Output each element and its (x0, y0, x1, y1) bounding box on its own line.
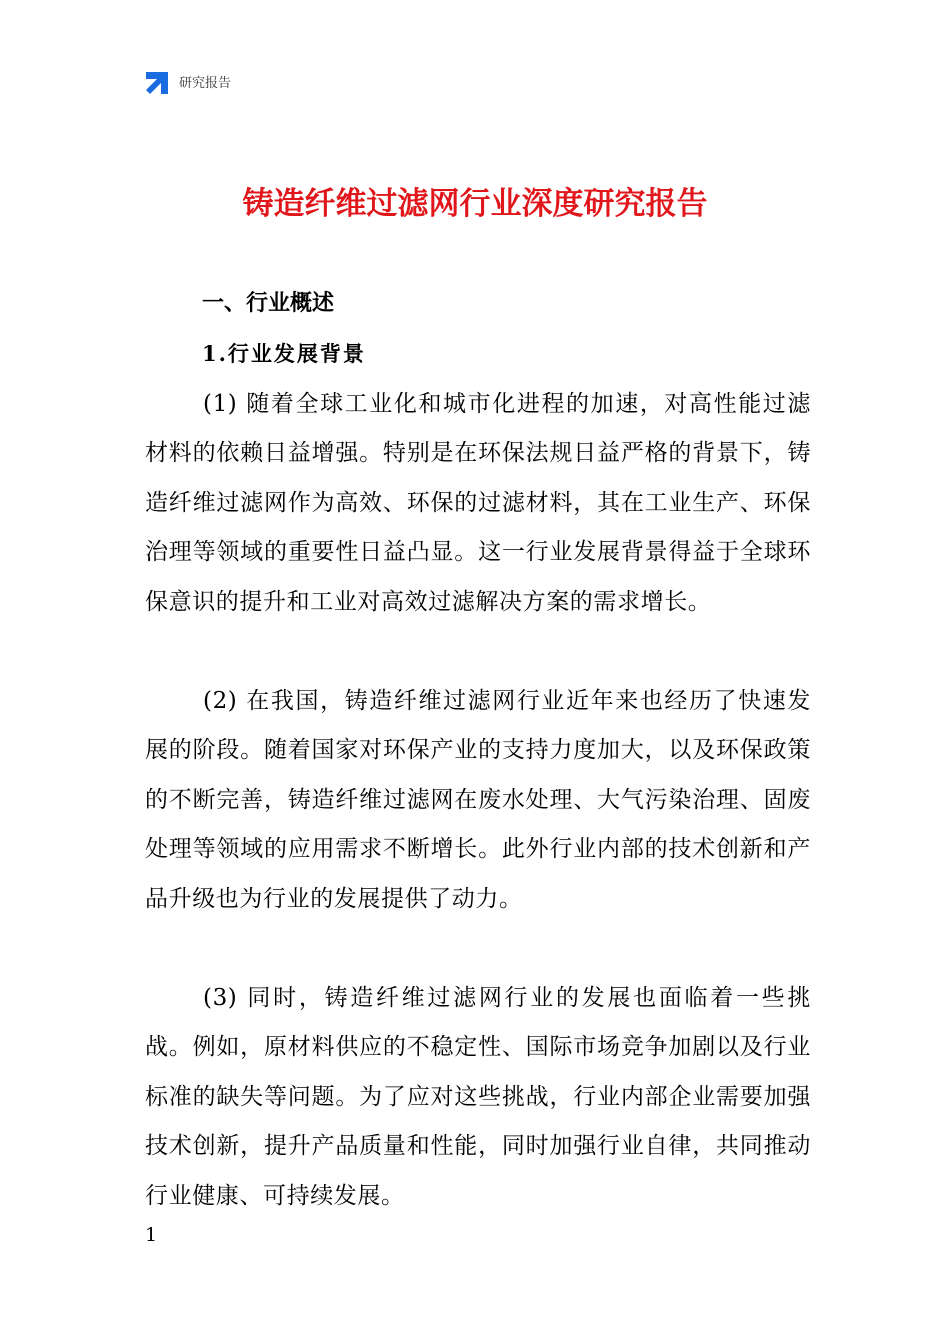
paragraph-2: (2) 在我国，铸造纤维过滤网行业近年来也经历了快速发展的阶段。随着国家对环保产业的支持力度加大，以及环保政策的不断完善，铸造纤维过滤网在废水处理、大气污染治理、固废处理等领域的应用需求不断增长。此外行业内部的技术创新和产品升级也为行业的发展提供了动力。 (145, 688, 811, 912)
header-label: 研究报告 (179, 75, 232, 91)
page-header (145, 70, 231, 96)
section-heading: 一、行业概述 (202, 291, 335, 316)
arrow-up-right-icon (145, 71, 169, 95)
paragraph-3: (3) 同时，铸造纤维过滤网行业的发展也面临着一些挑战。例如，原材料供应的不稳定性、国际市场竞争加剧以及行业标准的缺失等问题。为了应对这些挑战，行业内部企业需要加强技术创新，提升产品质量和性能，同时加强行业自律，共同推动行业健康、可持续发展。 (145, 985, 811, 1209)
paragraph-1: (1) 随着全球工业化和城市化进程的加速，对高性能过滤材料的依赖日益增强。特别是在环保法规日益严格的背景下，铸造纤维过滤网作为高效、环保的过滤材料，其在工业生产、环保治理等领域的重要性日益凸显。这一行业发展背景得益于全球环保意识的提升和工业对高效过滤解决方案的需求增长。 (145, 391, 811, 615)
page-number: 1 (145, 1224, 158, 1246)
subsection-heading: 1.行业发展背景 (202, 341, 366, 366)
page-title: 铸造纤维过滤网行业深度研究报告 (242, 186, 708, 222)
